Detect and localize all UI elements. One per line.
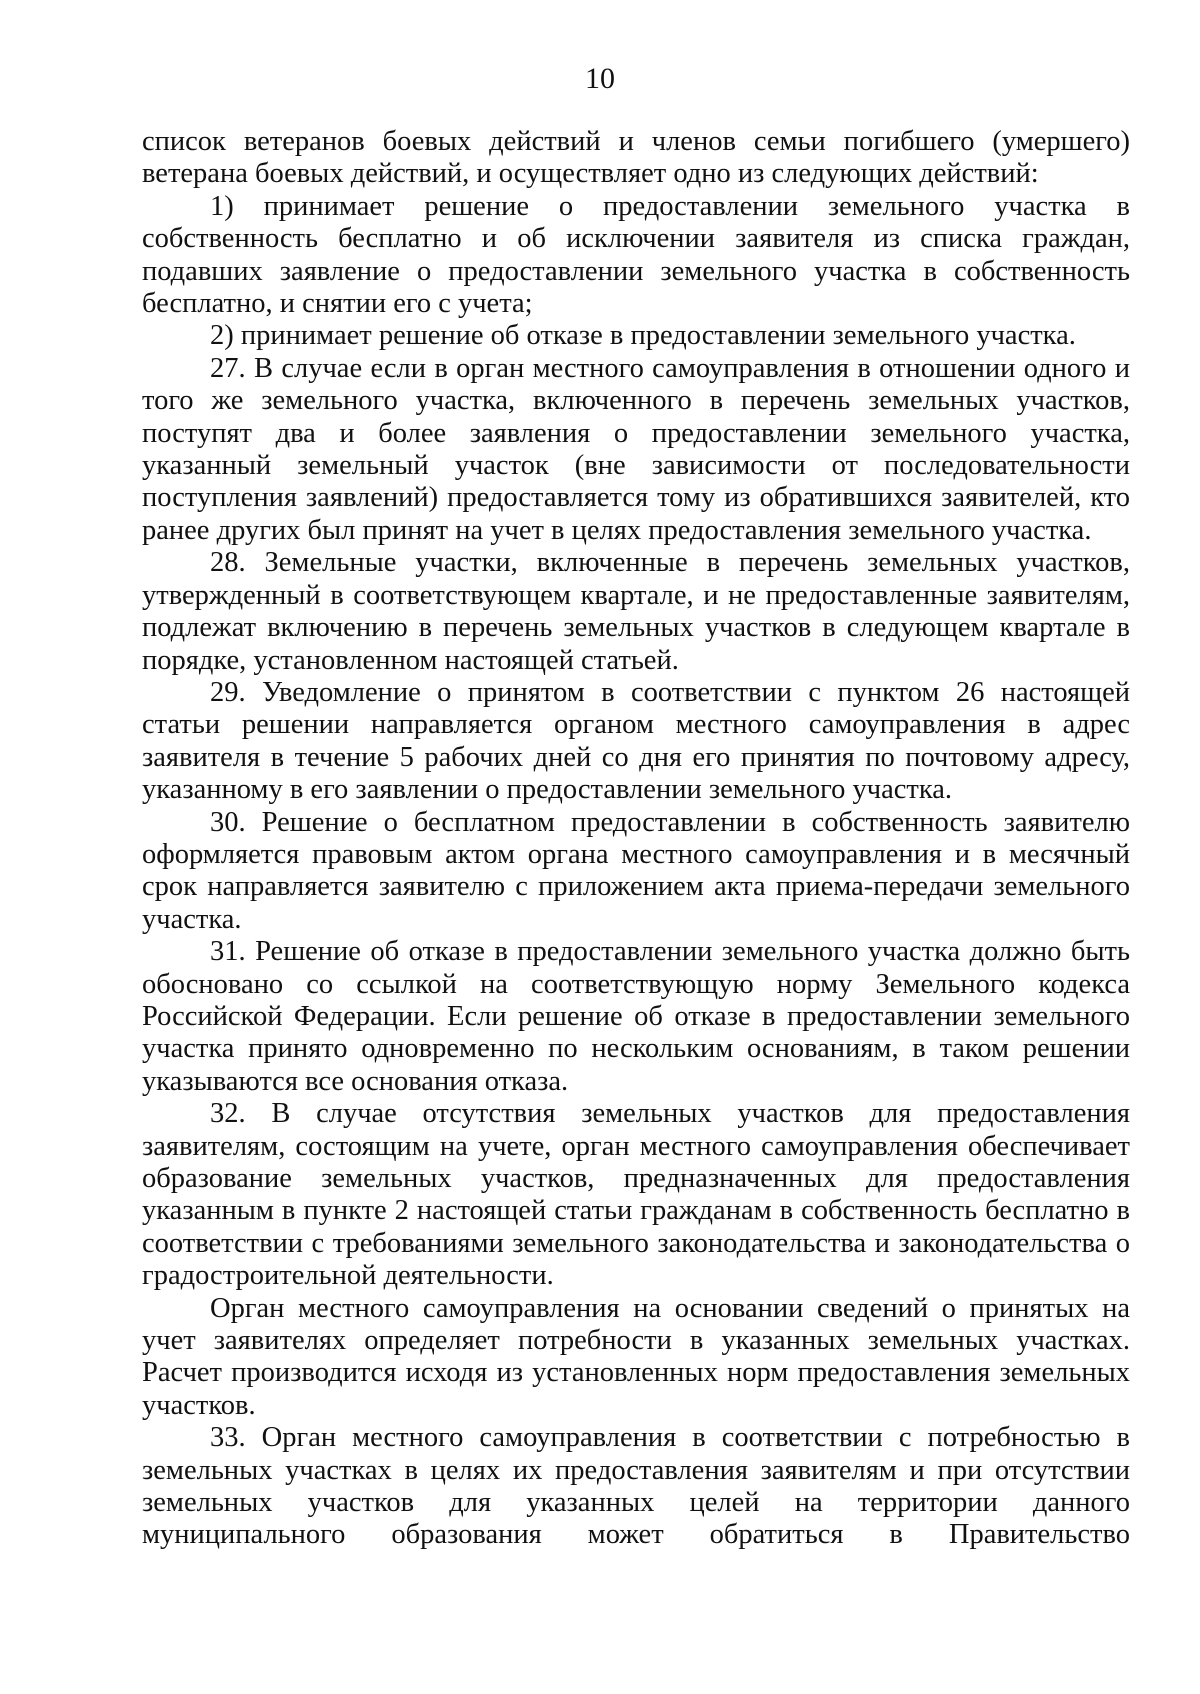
paragraph-27: 27. В случае если в орган местного самоуправления в отношении одного и того же земельного участка, включенного в перечень земельных участков, поступят два и более заявления о предоставлении земельного участка, указанный земельный участок (вне зависимости от последовательности поступления заявлений) предоставляется тому из обратившихся заявителей, кто ранее других был принят на учет в целях предоставления земельного участка. — [142, 352, 1130, 546]
paragraph-32-continuation: Орган местного самоуправления на основании сведений о принятых на учет заявителях определяет потребности в указанных земельных участках. Расчет производится исходя из установленных норм предоставления земельных участков. — [142, 1292, 1130, 1421]
paragraph-continuation: список ветеранов боевых действий и членов семьи погибшего (умершего) ветерана боевых действий, и осуществляет одно из следующих действий: — [142, 126, 1130, 190]
document-body — [142, 126, 1130, 1552]
paragraph-29: 29. Уведомление о принятом в соответствии с пунктом 26 настоящей статьи решении направляется органом местного самоуправления в адрес заявителя в течение 5 рабочих дней со дня его принятия по почтовому адресу, указанному в его заявлении о предоставлении земельного участка. — [142, 676, 1130, 806]
paragraph-item-2: 2) принимает решение об отказе в предоставлении земельного участка. — [210, 320, 1076, 352]
paragraph-28: 28. Земельные участки, включенные в перечень земельных участков, утвержденный в соответствующем квартале, и не предоставленные заявителям, подлежат включению в перечень земельных участков в следующем квартале в порядке, установленном настоящей статьей. — [142, 547, 1130, 676]
paragraph-32: 32. В случае отсутствия земельных участков для предоставления заявителям, состоящим на учете, орган местного самоуправления обеспечивает образование земельных участков, предназначенных для предоставления указанным в пункте 2 настоящей статьи гражданам в собственность бесплатно в соответствии с требованиями земельного законодательства и законодательства о градостроительной деятельности. — [142, 1098, 1130, 1292]
paragraph-item-1: 1) принимает решение о предоставлении земельного участка в собственность бесплатно и об исключении заявителя из списка граждан, подавших заявление о предоставлении земельного участка в собственность бесплатно, и снятии его с учета; — [142, 190, 1130, 320]
paragraph-31: 31. Решение об отказе в предоставлении земельного участка должно быть обосновано со ссылкой на соответствующую норму Земельного кодекса Российской Федерации. Если решение об отказе в предоставлении земельного участка принято одновременно по нескольким основаниям, в таком решении указываются все основания отказа. — [142, 936, 1130, 1097]
page-number: 10 — [585, 62, 615, 95]
paragraph-30: 30. Решение о бесплатном предоставлении в собственность заявителю оформляется правовым актом органа местного самоуправления и в месячный срок направляется заявителю с приложением акта приема-передачи земельного участка. — [142, 806, 1130, 935]
paragraph-33: 33. Орган местного самоуправления в соответствии с потребностью в земельных участках в целях их предоставления заявителям и при отсутствии земельных участков для указанных целей на территории данного муниципального образования может обратиться в Правительство — [142, 1422, 1130, 1551]
